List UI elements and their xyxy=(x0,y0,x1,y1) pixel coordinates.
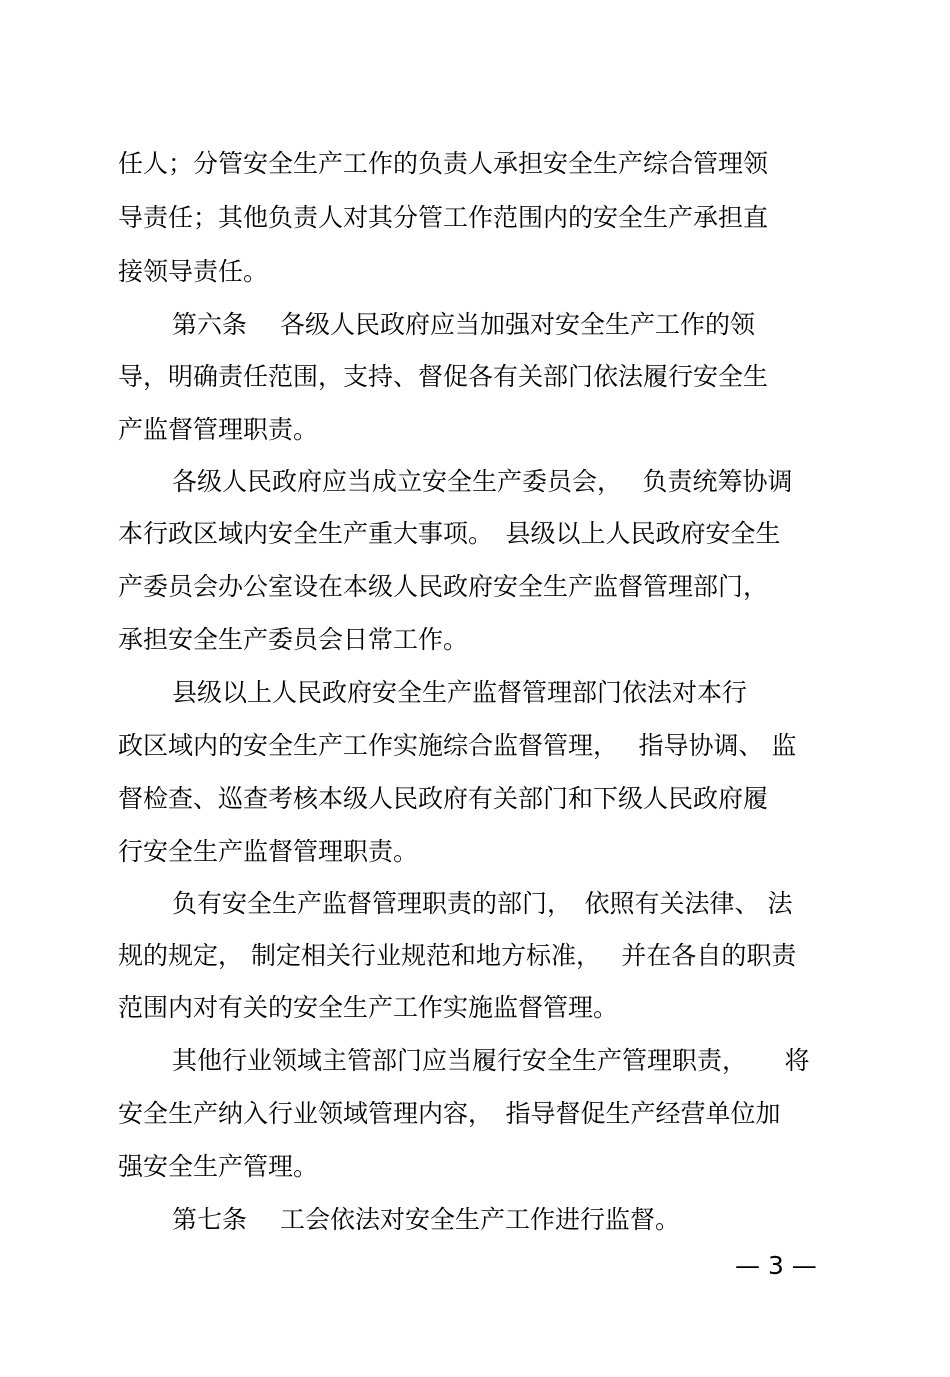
text-line: 任人；分管安全生产工作的负责人承担安全生产综合管理领 xyxy=(118,149,769,178)
text-line: 产委员会办公室设在本级人民政府安全生产监督管理部门， xyxy=(118,572,769,601)
text-line: 导，明确责任范围，支持、督促各有关部门依法履行安全生 xyxy=(118,362,769,391)
article-7-heading-line: 第七条 工会依法对安全生产工作进行监督。 xyxy=(172,1205,680,1234)
text-line: 安全生产纳入行业领域管理内容， 指导督促生产经营单位加 xyxy=(118,1099,781,1128)
paragraph-start-line: 负有安全生产监督管理职责的部门， 依照有关法律、 法 xyxy=(172,889,793,918)
text-line: 接领导责任。 xyxy=(118,257,269,286)
page-number: — 3 — xyxy=(735,1251,817,1280)
text-line: 产监督管理职责。 xyxy=(118,415,319,444)
text-line: 政区域内的安全生产工作实施综合监督管理， 指导协调、 监 xyxy=(118,731,797,760)
text-line: 本行政区域内安全生产重大事项。 县级以上人民政府安全生 xyxy=(118,519,781,548)
article-6-heading-line: 第六条 各级人民政府应当加强对安全生产工作的领 xyxy=(172,310,755,339)
text-line: 承担安全生产委员会日常工作。 xyxy=(118,625,469,654)
text-line: 规的规定， 制定相关行业规范和地方标准， 并在各自的职责 xyxy=(118,941,797,970)
text-line: 督检查、巡查考核本级人民政府有关部门和下级人民政府履 xyxy=(118,784,769,813)
text-line: 导责任；其他负责人对其分管工作范围内的安全生产承担直 xyxy=(118,203,769,232)
text-line: 强安全生产管理。 xyxy=(118,1152,319,1181)
paragraph-start-line: 其他行业领域主管部门应当履行安全生产管理职责， 将 xyxy=(172,1046,810,1075)
paragraph-start-line: 县级以上人民政府安全生产监督管理部门依法对本行 xyxy=(172,678,748,707)
paragraph-start-line: 各级人民政府应当成立安全生产委员会， 负责统筹协调 xyxy=(172,467,793,496)
text-line: 范围内对有关的安全生产工作实施监督管理。 xyxy=(118,993,619,1022)
text-line: 行安全生产监督管理职责。 xyxy=(118,837,419,866)
